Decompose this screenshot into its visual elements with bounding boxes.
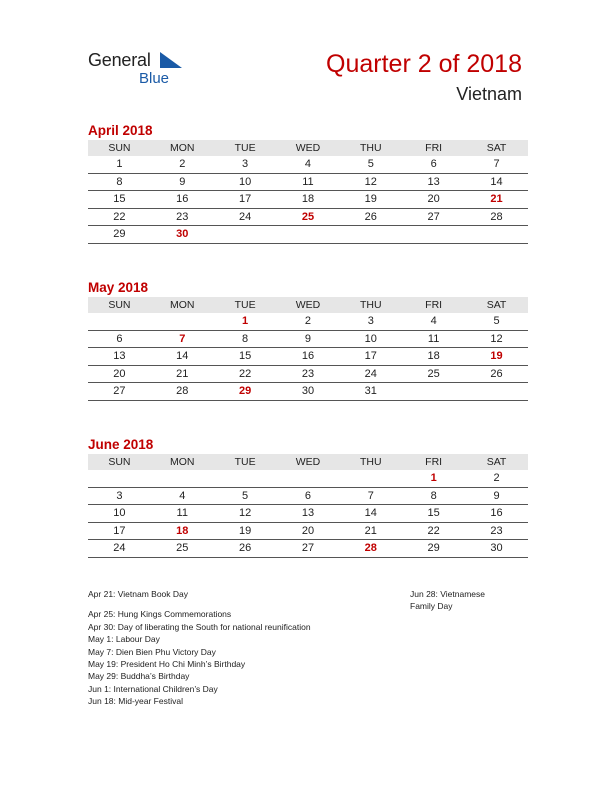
date-cell: 12: [214, 505, 277, 523]
date-cell: 3: [339, 313, 402, 330]
date-cell: 10: [214, 173, 277, 191]
logo-general-text: General: [88, 50, 151, 70]
date-cell: 14: [339, 505, 402, 523]
date-cell: [277, 470, 340, 487]
date-cell: 23: [277, 365, 340, 383]
date-cell: 9: [277, 330, 340, 348]
holiday-item: May 7: Dien Bien Phu Victory Day: [88, 646, 216, 657]
holiday-date-cell: 29: [214, 383, 277, 401]
date-cell: 9: [465, 487, 528, 505]
holiday-item: May 1: Labour Day: [88, 634, 160, 645]
week-row: [88, 173, 528, 191]
page-title: Quarter 2 of 2018: [326, 50, 522, 78]
date-cell: 15: [214, 348, 277, 366]
date-cell: 20: [277, 522, 340, 540]
date-cell: 2: [151, 156, 214, 173]
date-cell: 18: [402, 348, 465, 366]
date-cell: 17: [88, 522, 151, 540]
month-title: April 2018: [88, 123, 153, 138]
holiday-list-secondary: [410, 588, 530, 613]
date-cell: 27: [402, 208, 465, 226]
date-cell: 3: [214, 156, 277, 173]
date-cell: 27: [88, 383, 151, 401]
week-row: [88, 487, 528, 505]
date-cell: 6: [88, 330, 151, 348]
date-cell: 16: [277, 348, 340, 366]
date-cell: 10: [339, 330, 402, 348]
week-row: [88, 208, 528, 226]
date-cell: 13: [88, 348, 151, 366]
week-row: [88, 156, 528, 173]
date-cell: 23: [151, 208, 214, 226]
calendar-grid: [88, 297, 528, 401]
weekday-header: SAT: [465, 140, 528, 156]
date-cell: [214, 226, 277, 244]
weekday-header: SAT: [465, 297, 528, 313]
date-cell: 10: [88, 505, 151, 523]
date-cell: 25: [402, 365, 465, 383]
date-cell: 4: [151, 487, 214, 505]
date-cell: 5: [214, 487, 277, 505]
date-cell: 11: [277, 173, 340, 191]
holiday-date-cell: 25: [277, 208, 340, 226]
date-cell: 13: [402, 173, 465, 191]
week-row: [88, 226, 528, 244]
holiday-date-cell: 7: [151, 330, 214, 348]
date-cell: 29: [88, 226, 151, 244]
weekday-header: THU: [339, 140, 402, 156]
date-cell: 24: [214, 208, 277, 226]
holiday-item: Family Day: [410, 601, 453, 612]
date-cell: 24: [88, 540, 151, 558]
brand-logo: [88, 50, 198, 90]
date-cell: 6: [402, 156, 465, 173]
date-cell: 27: [277, 540, 340, 558]
date-cell: [339, 226, 402, 244]
weekday-header: SUN: [88, 454, 151, 470]
date-cell: 23: [465, 522, 528, 540]
date-cell: 21: [339, 522, 402, 540]
date-cell: 9: [151, 173, 214, 191]
date-cell: 20: [88, 365, 151, 383]
weekday-header: SAT: [465, 454, 528, 470]
date-cell: 12: [465, 330, 528, 348]
date-cell: 8: [88, 173, 151, 191]
holiday-item: Jun 1: International Children’s Day: [88, 683, 218, 694]
date-cell: 21: [151, 365, 214, 383]
holiday-item: Jun 28: Vietnamese: [410, 589, 485, 599]
date-cell: 30: [465, 540, 528, 558]
week-row: [88, 365, 528, 383]
date-cell: 17: [214, 191, 277, 209]
week-row: [88, 470, 528, 487]
date-cell: [402, 383, 465, 401]
date-cell: 26: [339, 208, 402, 226]
week-row: [88, 383, 528, 401]
holiday-date-cell: 1: [214, 313, 277, 330]
date-cell: 8: [402, 487, 465, 505]
date-cell: 26: [465, 365, 528, 383]
date-cell: 7: [465, 156, 528, 173]
weekday-header: WED: [277, 454, 340, 470]
month-june: [88, 436, 528, 558]
date-cell: 26: [214, 540, 277, 558]
date-cell: 5: [465, 313, 528, 330]
date-cell: 15: [88, 191, 151, 209]
date-cell: 28: [465, 208, 528, 226]
date-cell: [151, 313, 214, 330]
holiday-item: Apr 30: Day of liberating the South for national reunification: [88, 621, 311, 632]
date-cell: 18: [277, 191, 340, 209]
weekday-header: WED: [277, 297, 340, 313]
date-cell: 4: [277, 156, 340, 173]
holiday-item: Apr 21: Vietnam Book Day: [88, 589, 189, 599]
date-cell: [277, 226, 340, 244]
date-cell: 2: [465, 470, 528, 487]
date-cell: 7: [339, 487, 402, 505]
logo-blue-text: Blue: [139, 70, 170, 87]
date-cell: [151, 470, 214, 487]
date-cell: 16: [151, 191, 214, 209]
date-cell: [465, 226, 528, 244]
date-cell: 5: [339, 156, 402, 173]
calendar-grid: [88, 454, 528, 558]
date-cell: 24: [339, 365, 402, 383]
week-row: [88, 505, 528, 523]
date-cell: 14: [151, 348, 214, 366]
week-row: [88, 348, 528, 366]
date-cell: 12: [339, 173, 402, 191]
date-cell: [402, 226, 465, 244]
date-cell: 25: [151, 540, 214, 558]
date-cell: 19: [214, 522, 277, 540]
holiday-item: Apr 25: Hung Kings Commemorations: [88, 609, 232, 620]
date-cell: 14: [465, 173, 528, 191]
date-cell: 31: [339, 383, 402, 401]
holiday-date-cell: 1: [402, 470, 465, 487]
holiday-item: Jun 18: Mid-year Festival: [88, 696, 183, 707]
holiday-date-cell: 28: [339, 540, 402, 558]
date-cell: 16: [465, 505, 528, 523]
date-cell: 11: [151, 505, 214, 523]
date-cell: 19: [339, 191, 402, 209]
month-may: [88, 279, 528, 401]
holiday-item: May 19: President Ho Chi Minh’s Birthday: [88, 659, 246, 670]
date-cell: [465, 383, 528, 401]
week-row: [88, 330, 528, 348]
weekday-header: FRI: [402, 454, 465, 470]
date-cell: 20: [402, 191, 465, 209]
weekday-header: SUN: [88, 140, 151, 156]
holiday-date-cell: 21: [465, 191, 528, 209]
weekday-header: THU: [339, 454, 402, 470]
date-cell: 8: [214, 330, 277, 348]
week-row: [88, 313, 528, 330]
month-april: [88, 122, 528, 244]
weekday-header: FRI: [402, 297, 465, 313]
weekday-header: MON: [151, 454, 214, 470]
week-row: [88, 522, 528, 540]
weekday-header: FRI: [402, 140, 465, 156]
date-cell: 6: [277, 487, 340, 505]
date-cell: 22: [214, 365, 277, 383]
holiday-list: [88, 588, 388, 708]
weekday-header: TUE: [214, 140, 277, 156]
date-cell: [339, 470, 402, 487]
week-row: [88, 540, 528, 558]
holiday-date-cell: 30: [151, 226, 214, 244]
date-cell: 28: [151, 383, 214, 401]
weekday-header: SUN: [88, 297, 151, 313]
weekday-header: MON: [151, 140, 214, 156]
country-name: Vietnam: [456, 84, 522, 104]
date-cell: [214, 470, 277, 487]
holiday-date-cell: 19: [465, 348, 528, 366]
logo-triangle-icon: [160, 52, 182, 68]
calendar-grid: [88, 140, 528, 244]
date-cell: 17: [339, 348, 402, 366]
weekday-header: TUE: [214, 297, 277, 313]
weekday-header: MON: [151, 297, 214, 313]
date-cell: 11: [402, 330, 465, 348]
date-cell: 13: [277, 505, 340, 523]
date-cell: 29: [402, 540, 465, 558]
weekday-header: TUE: [214, 454, 277, 470]
month-title: June 2018: [88, 437, 154, 452]
date-cell: 3: [88, 487, 151, 505]
date-cell: 30: [277, 383, 340, 401]
date-cell: 2: [277, 313, 340, 330]
week-row: [88, 191, 528, 209]
holiday-date-cell: 18: [151, 522, 214, 540]
month-title: May 2018: [88, 280, 149, 295]
date-cell: [88, 470, 151, 487]
date-cell: 22: [402, 522, 465, 540]
date-cell: [88, 313, 151, 330]
date-cell: 15: [402, 505, 465, 523]
weekday-header: THU: [339, 297, 402, 313]
date-cell: 4: [402, 313, 465, 330]
date-cell: 22: [88, 208, 151, 226]
date-cell: 1: [88, 156, 151, 173]
holiday-item: May 29: Buddha’s Birthday: [88, 671, 190, 682]
weekday-header: WED: [277, 140, 340, 156]
